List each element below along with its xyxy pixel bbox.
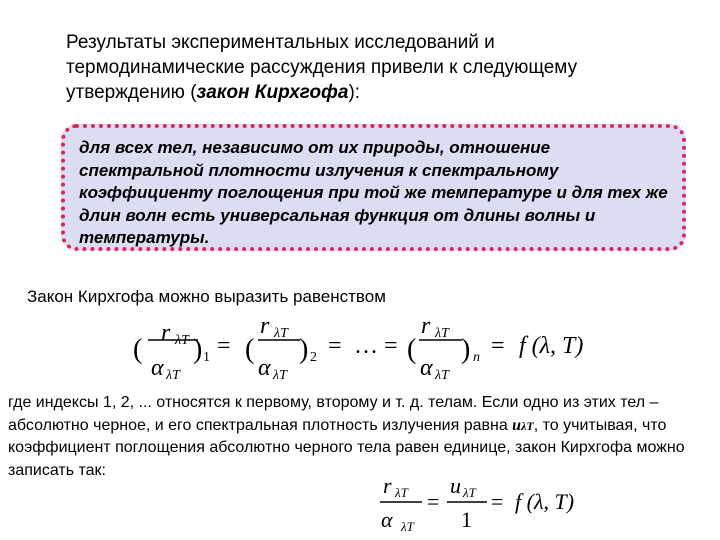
subscript-n: λT bbox=[435, 326, 449, 341]
equals-1: = bbox=[217, 333, 231, 359]
numerator-r-n: r bbox=[421, 313, 431, 339]
ellipsis: … bbox=[354, 333, 378, 359]
denominator-one: 1 bbox=[461, 507, 472, 532]
denominator-alpha-1: α bbox=[151, 355, 164, 381]
subscript-2: λT bbox=[274, 326, 288, 341]
numerator-u-sub: λT bbox=[463, 485, 476, 500]
open-paren-n: ( bbox=[407, 334, 417, 365]
close-paren-n: ) bbox=[461, 334, 471, 365]
denominator-alpha-sub: λT bbox=[401, 519, 414, 534]
explanation-before: где индексы 1, 2, ... относятся к первому, второму и т. д. телам. Если одно из этих тел – абсолютно черное, и его спектральная плотность излучения равна bbox=[8, 394, 659, 434]
blackbody-var-sub: λT bbox=[521, 418, 534, 433]
close-paren-1: ) bbox=[193, 334, 203, 365]
intro-text-before: Результаты экспериментальных исследований и термодинамические рассуждения привели к следующему утверждению ( bbox=[66, 32, 578, 103]
explanation-after: , то учитывая, что коэффициент поглощения абсолютно черного тела равен единице, закон Кирхгофа можно записать так: bbox=[8, 416, 685, 479]
subscript-2b: λT bbox=[273, 368, 287, 383]
open-paren-1: ( bbox=[133, 334, 143, 365]
equals-3: = bbox=[384, 333, 398, 359]
function-f: f (λ, T) bbox=[519, 333, 584, 359]
index-1: 1 bbox=[203, 350, 210, 365]
close-paren-2: ) bbox=[299, 334, 309, 365]
blackbody-var-u: u bbox=[512, 416, 522, 434]
denominator-alpha: α bbox=[381, 507, 393, 532]
function-f-2: f (λ, T) bbox=[515, 489, 575, 514]
denominator-alpha-n: α bbox=[420, 355, 433, 381]
subscript-1: λT bbox=[175, 333, 189, 348]
subscript-nb: λT bbox=[435, 368, 449, 383]
numerator-r: r bbox=[383, 473, 392, 498]
numerator-u: u bbox=[450, 473, 461, 498]
numerator-r-sub: λT bbox=[395, 485, 408, 500]
numerator-r-1: r bbox=[161, 320, 171, 346]
equals-4: = bbox=[491, 333, 505, 359]
express-line: Закон Кирхгофа можно выразить равенством bbox=[27, 287, 386, 306]
kirchhoff-statement-text: для всех тел, независимо от их природы, отношение спектральной плотности излучения к спектральному коэффициенту поглощения при той же температуре и для тех же длин волн есть универсальная функция от длины волны и температуры. bbox=[79, 138, 668, 247]
law-name: закон Кирхгофа bbox=[196, 82, 349, 103]
equals-a: = bbox=[427, 489, 440, 514]
equals-2: = bbox=[328, 333, 342, 359]
denominator-alpha-2: α bbox=[258, 355, 271, 381]
intro-text-after: ): bbox=[348, 82, 361, 103]
equals-b: = bbox=[491, 489, 504, 514]
index-n: n bbox=[473, 350, 480, 365]
subscript-1b: λT bbox=[166, 368, 180, 383]
index-2: 2 bbox=[310, 350, 317, 365]
numerator-r-2: r bbox=[260, 313, 270, 339]
open-paren-2: ( bbox=[245, 334, 255, 365]
